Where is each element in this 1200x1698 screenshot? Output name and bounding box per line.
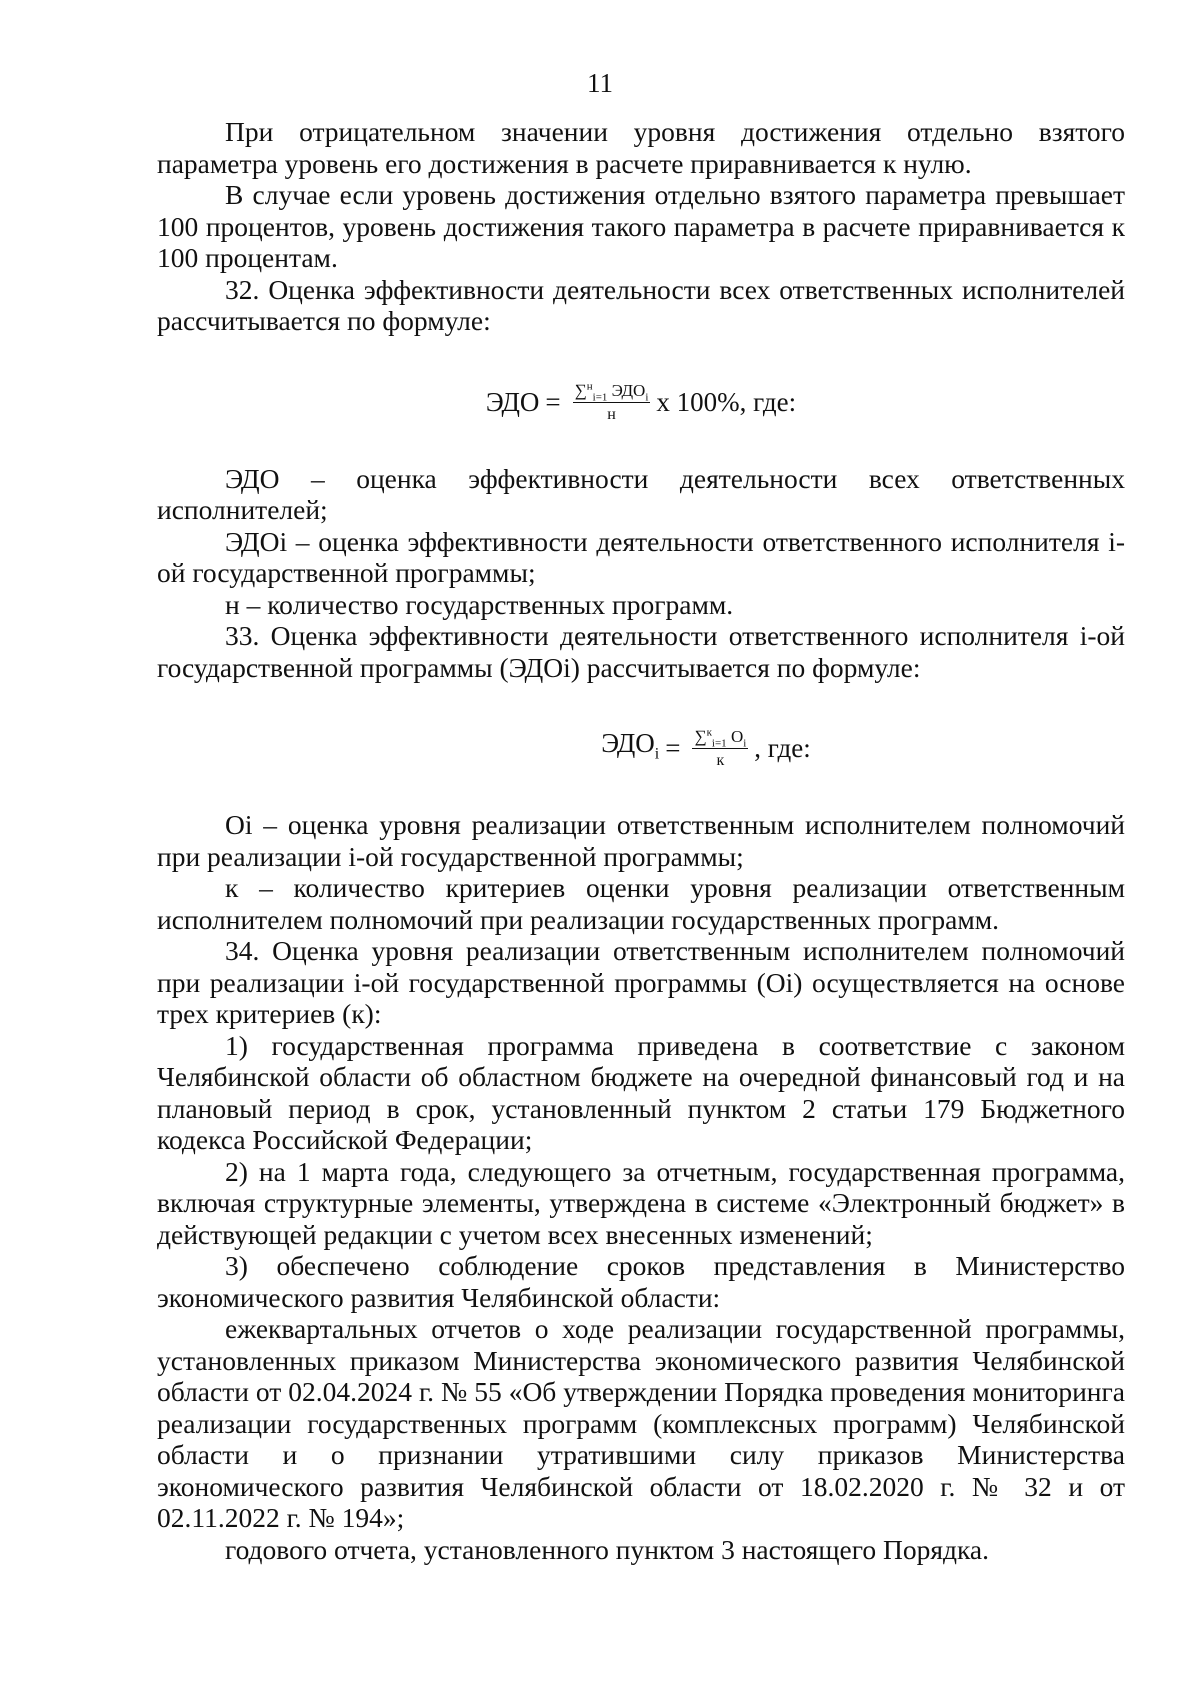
paragraph-item-34: 34. Оценка уровня реализации ответственным исполнителем полномочий при реализации i-ой государственной программы (Оi) осуществляется на основе трех критериев (к): xyxy=(157,935,1125,1029)
formula-edoi-fraction xyxy=(692,727,748,771)
criterion-2: 2) на 1 марта года, следующего за отчетным, государственная программа, включая структурные элементы, утверждена в системе «Электронный бюджет» в действующей редакции с учетом всех внесенных изменений; xyxy=(157,1155,1125,1250)
paragraph-item-32: 32. Оценка эффективности деятельности всех ответственных исполнителей рассчитывается по формуле: xyxy=(157,273,1125,336)
criterion-3: 3) обеспечено соблюдение сроков представления в Министерство экономического развития Челябинской области: xyxy=(157,1250,1125,1313)
formula-edoi-denominator: к xyxy=(716,752,725,769)
definition-n: н – количество государственных программ. xyxy=(225,588,734,620)
formula-edoi-tail: , где: xyxy=(754,733,811,764)
document-body xyxy=(157,116,1125,1565)
formula-edo-numerator: ∑$^н_{i=1}$ $ЭДО_i$ xyxy=(574,379,649,403)
definition-oi: Оi – оценка уровня реализации ответственным исполнителем полномочий при реализации i-ой государственной программы; xyxy=(157,809,1125,872)
paragraph-negative-value: При отрицательном значении уровня достижения отдельно взятого параметра уровень его достижения в расчете приравнивается к нулю. xyxy=(157,116,1125,179)
formula-edo-tail: х 100%, где: xyxy=(656,386,797,417)
formula-edo xyxy=(157,381,1125,425)
formula-edoi xyxy=(157,727,1125,771)
formula-edoi-equals: = xyxy=(665,733,681,764)
formula-edo-equals: = xyxy=(545,386,561,417)
definition-edo: ЭДО – оценка эффективности деятельности всех ответственных исполнителей; xyxy=(157,462,1125,525)
page-number: 11 xyxy=(587,68,613,98)
criterion-3-quarterly-reports: ежеквартальных отчетов о ходе реализации государственной программы, установленных приказом Министерства экономического развития Челябинской области от 02.04.2024 г. № 55 «Об утверждении Порядка проведения мониторинга реализации государственных программ (комплексных программ) Челябинской области и о признании утратившими силу приказов Министерства экономического развития Челябинской области от 18.02.2020 г. № 32 и от 02.11.2022 г. № 194»; xyxy=(157,1313,1125,1533)
definition-edoi: ЭДОi – оценка эффективности деятельности ответственного исполнителя i-ой государственной программы; xyxy=(157,525,1125,588)
formula-edo-denominator: н xyxy=(607,405,616,423)
paragraph-exceeds-100: В случае если уровень достижения отдельно взятого параметра превышает 100 процентов, уровень достижения такого параметра в расчете приравнивается к 100 процентам. xyxy=(157,179,1125,273)
criterion-3-annual-report: годового отчета, установленного пунктом 3 настоящего Порядка. xyxy=(225,1533,989,1565)
formula-edo-fraction xyxy=(573,381,651,425)
paragraph-item-33: 33. Оценка эффективности деятельности ответственного исполнителя i-ой государственной программы (ЭДОi) рассчитывается по формуле: xyxy=(157,620,1125,683)
definition-k: к – количество критериев оценки уровня реализации ответственным исполнителем полномочий при реализации государственных программ. xyxy=(157,872,1125,935)
formula-edoi-numerator: ∑$^к_{i=1}$ $О_i$ xyxy=(694,726,747,750)
formula-edo-lhs: ЭДО xyxy=(485,386,540,417)
criterion-1: 1) государственная программа приведена в соответствие с законом Челябинской области об областном бюджете на очередной финансовый год и на плановый период в срок, установленный пунктом 2 статьи 179 Бюджетного кодекса Российской Федерации; xyxy=(157,1029,1125,1155)
formula-edoi-lhs: $ЭДО_i$ xyxy=(601,728,660,763)
